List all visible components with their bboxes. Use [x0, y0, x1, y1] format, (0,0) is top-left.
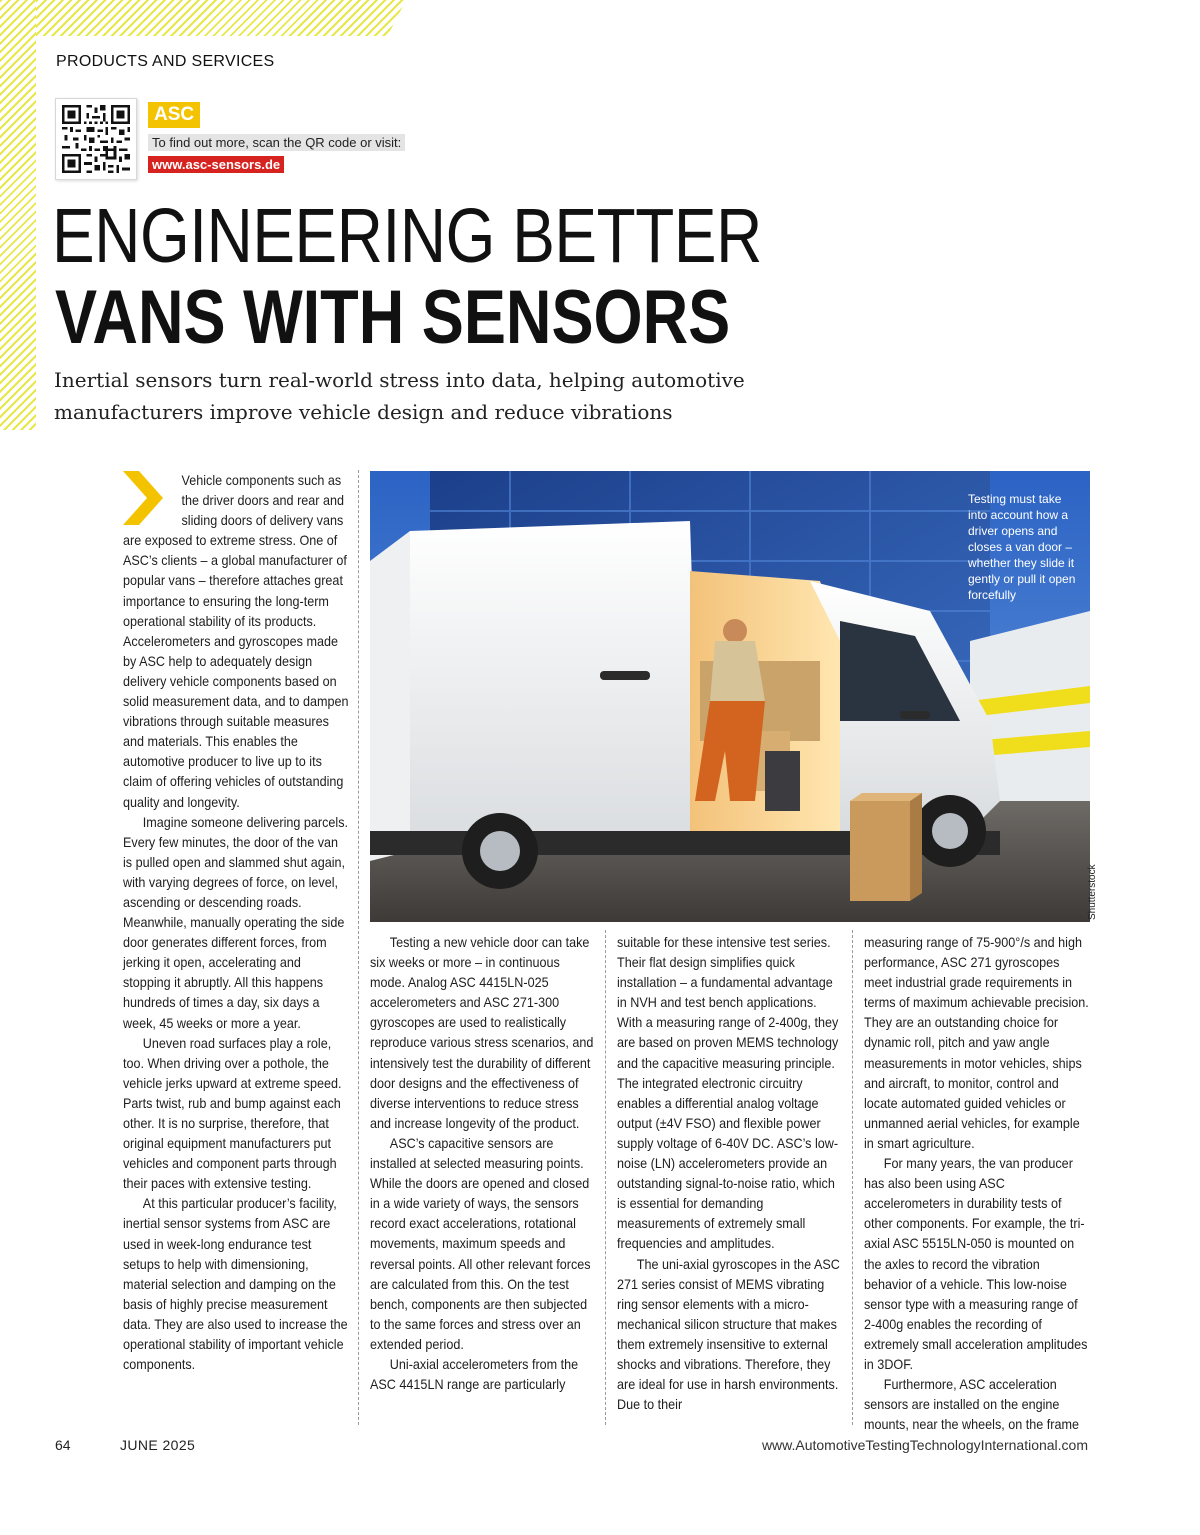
- body-column-4: [864, 932, 1090, 1434]
- qr-code[interactable]: [55, 98, 137, 180]
- visit-instruction: To find out more, scan the QR code or visit:: [148, 134, 405, 151]
- qr-code-icon: [62, 104, 130, 174]
- headline-bold: VANS WITH SENSORS: [55, 275, 731, 360]
- brand-badge: ASC: [148, 102, 200, 128]
- body-paragraph: measuring range of 75-900°/s and high performance, ASC 271 gyroscopes meet industrial grade requirements in terms of maximum achievable precision. They are an outstanding choice for dynamic roll, pitch and yaw angle measurements in motor vehicles, ships and aircraft, to monitor, control and locate automated guided vehicles or unmanned aerial vehicles, for example in smart agriculture.: [864, 934, 1089, 1151]
- body-paragraph: At this particular producer’s facility, inertial sensor systems from ASC are used in week-long endurance test setups to help with dimensioning, material selection and damping on the basis of highly precise measurement data. They are also used to increase the operational stability of important vehicle components.: [123, 1195, 348, 1373]
- decorative-stripe-left: [0, 0, 36, 430]
- standfirst-line: Inertial sensors turn real-world stress into data, helping automotive: [54, 368, 745, 392]
- column-divider: [605, 930, 606, 1425]
- body-paragraph: Vehicle components such as the driver doors and rear and sliding doors of delivery vans are exposed to extreme stress. One of ASC’s clients – a global manufacturer of popular vans – therefore attaches great importance to ensuring the long-term operational stability of its products. Accelerometers and gyroscopes made by ASC help to adequately design delivery vehicle components based on solid measurement data, and to dampen vibrations through suitable measures and materials. This enables the automotive producer to live up to its claim of offering vehicles of outstanding quality and longevity.: [123, 472, 349, 810]
- standfirst-line: manufacturers improve vehicle design and reduce vibrations: [54, 400, 673, 424]
- column-divider: [852, 930, 853, 1425]
- issue-date: JUNE 2025: [120, 1437, 196, 1453]
- body-column-1: [123, 470, 349, 1374]
- body-paragraph: The uni-axial gyroscopes in the ASC 271 series consist of MEMS vibrating ring sensor elements with a micro-mechanical silicon structure that makes them extremely insensitive to external shocks and vibrations. Therefore, they are ideal for use in harsh environments. Due to their: [617, 1255, 840, 1413]
- headline-light: ENGINEERING BETTER: [52, 193, 762, 279]
- photo-credit: Shutterstock: [1087, 864, 1098, 920]
- body-paragraph: Uni-axial accelerometers from the ASC 4415LN range are particularly: [370, 1355, 579, 1393]
- body-paragraph: suitable for these intensive test series. Their flat design simplifies quick installation – a fundamental advantage in NVH and test bench applications. With a measuring range of 2-400g, they are based on proven MEMS technology and the capacitive measuring principle. The integrated electronic circuitry enables a differential analog voltage output (±4V FSO) and flexible power supply voltage of 6-40V DC. ASC’s low-noise (LN) accelerometers provide an outstanding signal-to-noise ratio, which is essential for demanding measurements of extremely small frequencies and amplitudes.: [617, 934, 839, 1252]
- column-divider: [358, 470, 359, 1425]
- body-paragraph: ASC’s capacitive sensors are installed at selected measuring points. While the doors are opened and closed in a wide variety of ways, the sensors record exact accelerations, rotational movements, maximum speeds and reversal points. All other relevant forces are calculated from this. On the test bench, components are then subjected to the same forces and stress over an extended period.: [370, 1134, 591, 1352]
- body-paragraph: Imagine someone delivering parcels. Every few minutes, the door of the van is pulled open and slammed shut again, with varying degrees of force, on level, ascending or descending roads. Meanwhile, manually operating the side door generates different forces, from jerking it open, accelerating and stopping it abruptly. All this happens hundreds of times a day, six days a week, 45 weeks or more a year.: [123, 813, 349, 1031]
- decorative-stripe-top: [36, 0, 406, 36]
- section-label: PRODUCTS AND SERVICES: [56, 53, 275, 70]
- footer-website-link[interactable]: www.AutomotiveTestingTechnologyInternational.com: [761, 1437, 1088, 1453]
- body-column-2: [370, 932, 596, 1394]
- photo-caption: Testing must take into account how a driver opens and closes a van door – whether they slide it gently or pull it open forcefully: [968, 492, 1076, 602]
- brand-url-link[interactable]: www.asc-sensors.de: [148, 156, 284, 173]
- body-column-3: [617, 932, 843, 1414]
- page-number: 64: [55, 1437, 71, 1453]
- body-paragraph: Testing a new vehicle door can take six weeks or more – in continuous mode. Analog ASC 4415LN-025 accelerometers and ASC 271-300 gyroscopes are used to realistically reproduce various stress scenarios, and intensively test the durability of different door designs and the effectiveness of diverse interventions to reduce stress and increase longevity of the product.: [370, 934, 594, 1131]
- standfirst: [54, 364, 784, 428]
- body-paragraph: Uneven road surfaces play a role, too. When driving over a pothole, the vehicle jerks upward at extreme speed. Parts twist, rub and bump against each other. It is no surprise, therefore, that original equipment manufacturers put vehicles and component parts through their paces with extensive testing.: [123, 1034, 342, 1192]
- body-paragraph: Furthermore, ASC acceleration sensors are installed on the engine mounts, near the wheels, on the frame: [864, 1376, 1080, 1433]
- body-paragraph: For many years, the van producer has also been using ASC accelerometers in durability tests of other components. For example, the tri-axial ASC 5515LN-050 is mounted on the axles to record the vibration behavior of a vehicle. This low-noise sensor type with a measuring range of 2-400g enables the recording of extremely small acceleration amplitudes in 3DOF.: [864, 1155, 1088, 1372]
